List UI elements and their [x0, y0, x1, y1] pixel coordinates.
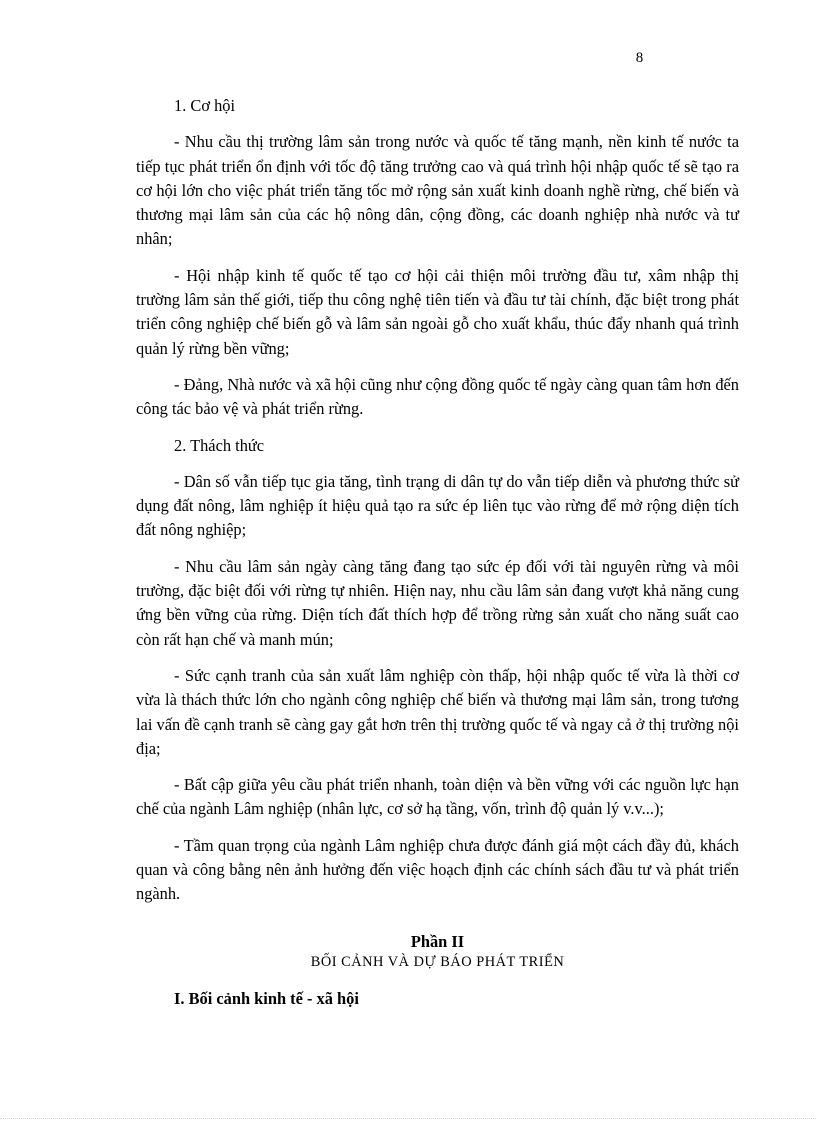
section-title: I. Bối cảnh kinh tế - xã hội — [174, 988, 359, 1008]
part-heading-block — [136, 931, 739, 972]
challenge-paragraph: - Dân số vẫn tiếp tục gia tăng, tình trạng di dân tự do vẫn tiếp diễn và phương thức sử dụng đất nông, lâm nghiệp ít hiệu quả tạo ra sức ép liên tục vào rừng để mở rộng diện tích đất nông nghiệp; — [136, 471, 739, 540]
part-subtitle: BỐI CẢNH VÀ DỰ BÁO PHÁT TRIỂN — [310, 953, 565, 970]
opportunities-heading: 1. Cơ hội — [174, 96, 236, 115]
opportunity-paragraph: - Đảng, Nhà nước và xã hội cũng như cộng đồng quốc tế ngày càng quan tâm hơn đến công tác bảo vệ và phát triển rừng. — [136, 374, 739, 419]
opportunity-paragraph: - Hội nhập kinh tế quốc tế tạo cơ hội cải thiện môi trường đầu tư, xâm nhập thị trường lâm sản thế giới, tiếp thu công nghệ tiên tiến và đầu tư tài chính, đặc biệt trong phát triển công nghiệp chế biến gỗ và lâm sản ngoài gỗ cho xuất khẩu, thúc đẩy nhanh quá trình quản lý rừng bền vững; — [136, 265, 739, 358]
challenge-paragraph: - Nhu cầu lâm sản ngày càng tăng đang tạo sức ép đối với tài nguyên rừng và môi trường, đặc biệt đối với rừng tự nhiên. Hiện nay, nhu cầu lâm sản đang vượt khả năng cung ứng bền vững của rừng. Diện tích đất thích hợp để trồng rừng sản xuất cho năng suất cao còn rất hạn chế và manh mún; — [136, 556, 739, 649]
part-title: Phần II — [410, 931, 465, 951]
challenge-paragraph: - Sức cạnh tranh của sản xuất lâm nghiệp còn thấp, hội nhập quốc tế vừa là thời cơ vừa là thách thức lớn cho ngành công nghiệp chế biến và thương mại lâm sản, trong tương lai vấn đề cạnh tranh sẽ càng gay gắt hơn trên thị trường quốc tế và ngay cả ở thị trường nội địa; — [136, 665, 739, 758]
challenge-paragraph: - Bất cập giữa yêu cầu phát triển nhanh, toàn diện và bền vững với các nguồn lực hạn chế của ngành Lâm nghiệp (nhân lực, cơ sở hạ tầng, vốn, trình độ quản lý v.v...); — [136, 775, 739, 819]
page-number: 8 — [635, 50, 644, 66]
document-body — [136, 94, 739, 1011]
challenge-paragraph: - Tầm quan trọng của ngành Lâm nghiệp chưa được đánh giá một cách đầy đủ, khách quan và công bằng nên ảnh hưởng đến việc hoạch định các chính sách đầu tư và phát triển ngành. — [136, 835, 739, 904]
challenges-heading: 2. Thách thức — [174, 435, 265, 455]
opportunity-paragraph: - Nhu cầu thị trường lâm sản trong nước và quốc tế tăng mạnh, nền kinh tế nước ta tiếp tục phát triển ổn định với tốc độ tăng trưởng cao và quá trình hội nhập quốc tế sẽ tạo ra cơ hội lớn cho việc phát triển tăng tốc mở rộng sản xuất kinh doanh nghề rừng, chế biến và thương mại lâm sản của các hộ nông dân, cộng đồng, các doanh nghiệp nhà nước và tư nhân; — [136, 132, 739, 249]
page-bottom-divider — [0, 1118, 816, 1119]
